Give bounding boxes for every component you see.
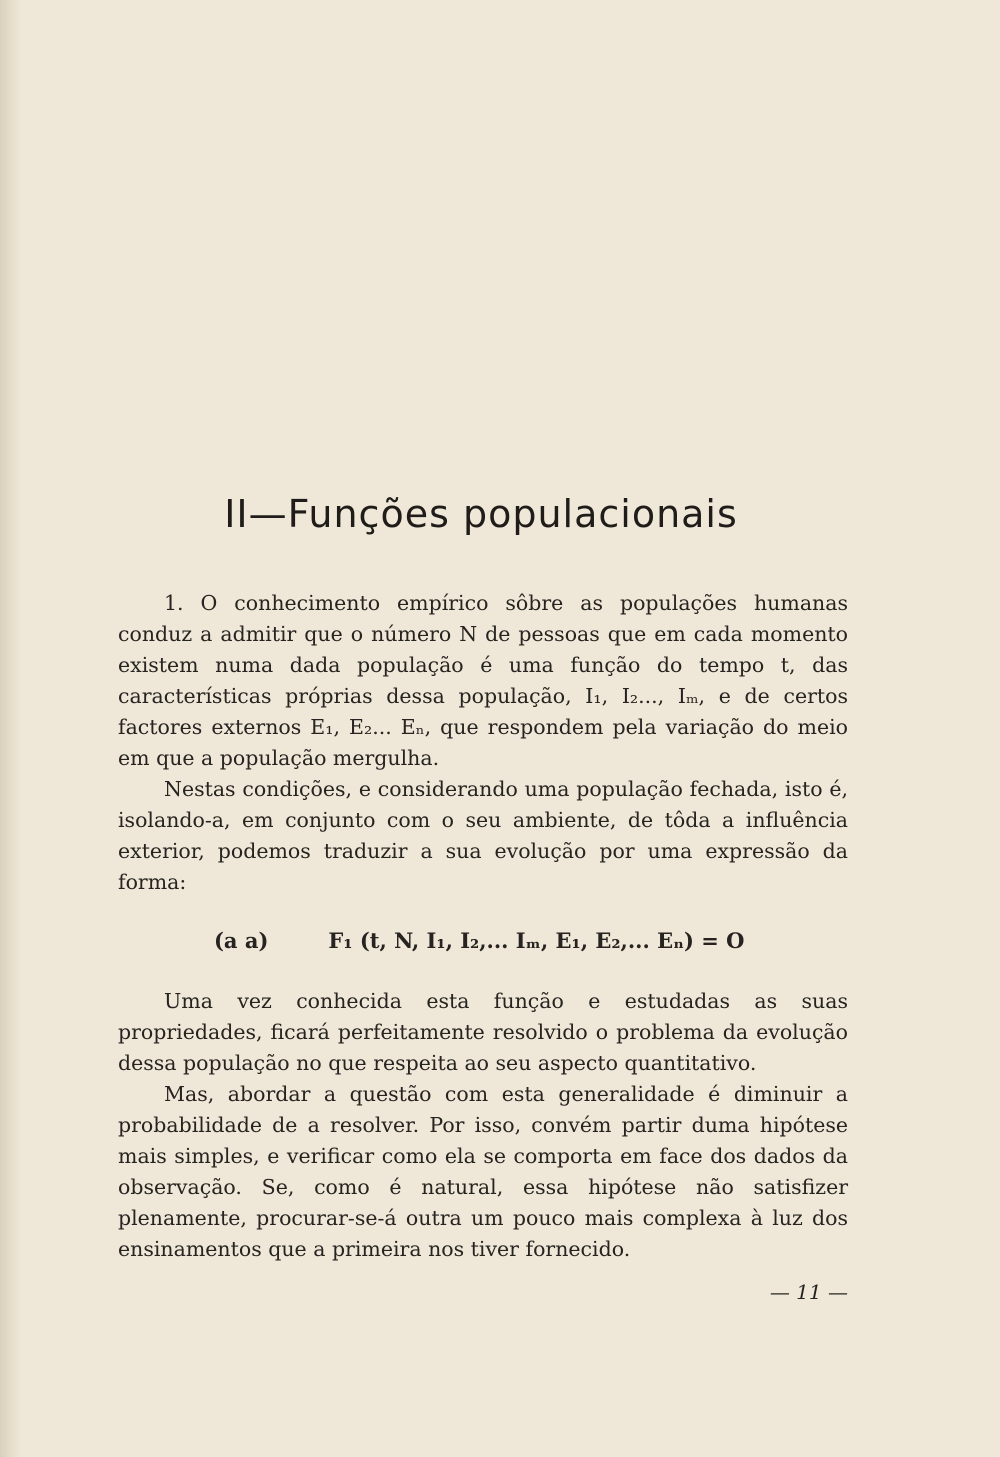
formula: [214, 928, 854, 953]
paragraph: Nestas condições, e considerando uma população fechada, isto é, isolando-a, em conjunto com o seu ambiente, de tôda a influência exterior, podemos traduzir a sua evolução por uma expressão da forma:: [118, 777, 848, 894]
paragraph: 1. O conhecimento empírico sôbre as populações humanas conduz a admitir que o número N de pessoas que em cada momento existem numa dada população é uma função do tempo t, das características próprias dessa população, I₁, I₂..., Iₘ, e de certos factores externos E₁, E₂... Eₙ, que respondem pela variação do meio em que a população mergulha.: [118, 591, 848, 770]
paragraph: Mas, abordar a questão com esta generalidade é diminuir a probabilidade de a resolver. Por isso, convém partir duma hipótese mais simples, e verificar como ela se comporta em face dos dados da observação. Se, como é natural, essa hipótese não satisfizer plenamente, procurar-se-á outra um pouco mais complexa à luz dos ensinamentos que a primeira nos tiver fornecido.: [118, 1082, 848, 1261]
chapter-heading: II—Funções populacionais: [224, 492, 738, 536]
page-edge: [0, 0, 22, 1457]
body-text-top: [118, 588, 848, 898]
formula-expression: F₁ (t, N, I₁, I₂,... Iₘ, E₁, E₂,... Eₙ) = O: [328, 928, 745, 953]
body-text-bottom: [118, 986, 848, 1265]
formula-label: (a a): [214, 928, 269, 953]
page-number: — 11 —: [769, 1280, 848, 1304]
paragraph: Uma vez conhecida esta função e estudadas as suas propriedades, ficará perfeitamente resolvido o problema da evolução dessa população no que respeita ao seu aspecto quantitativo.: [118, 989, 848, 1075]
